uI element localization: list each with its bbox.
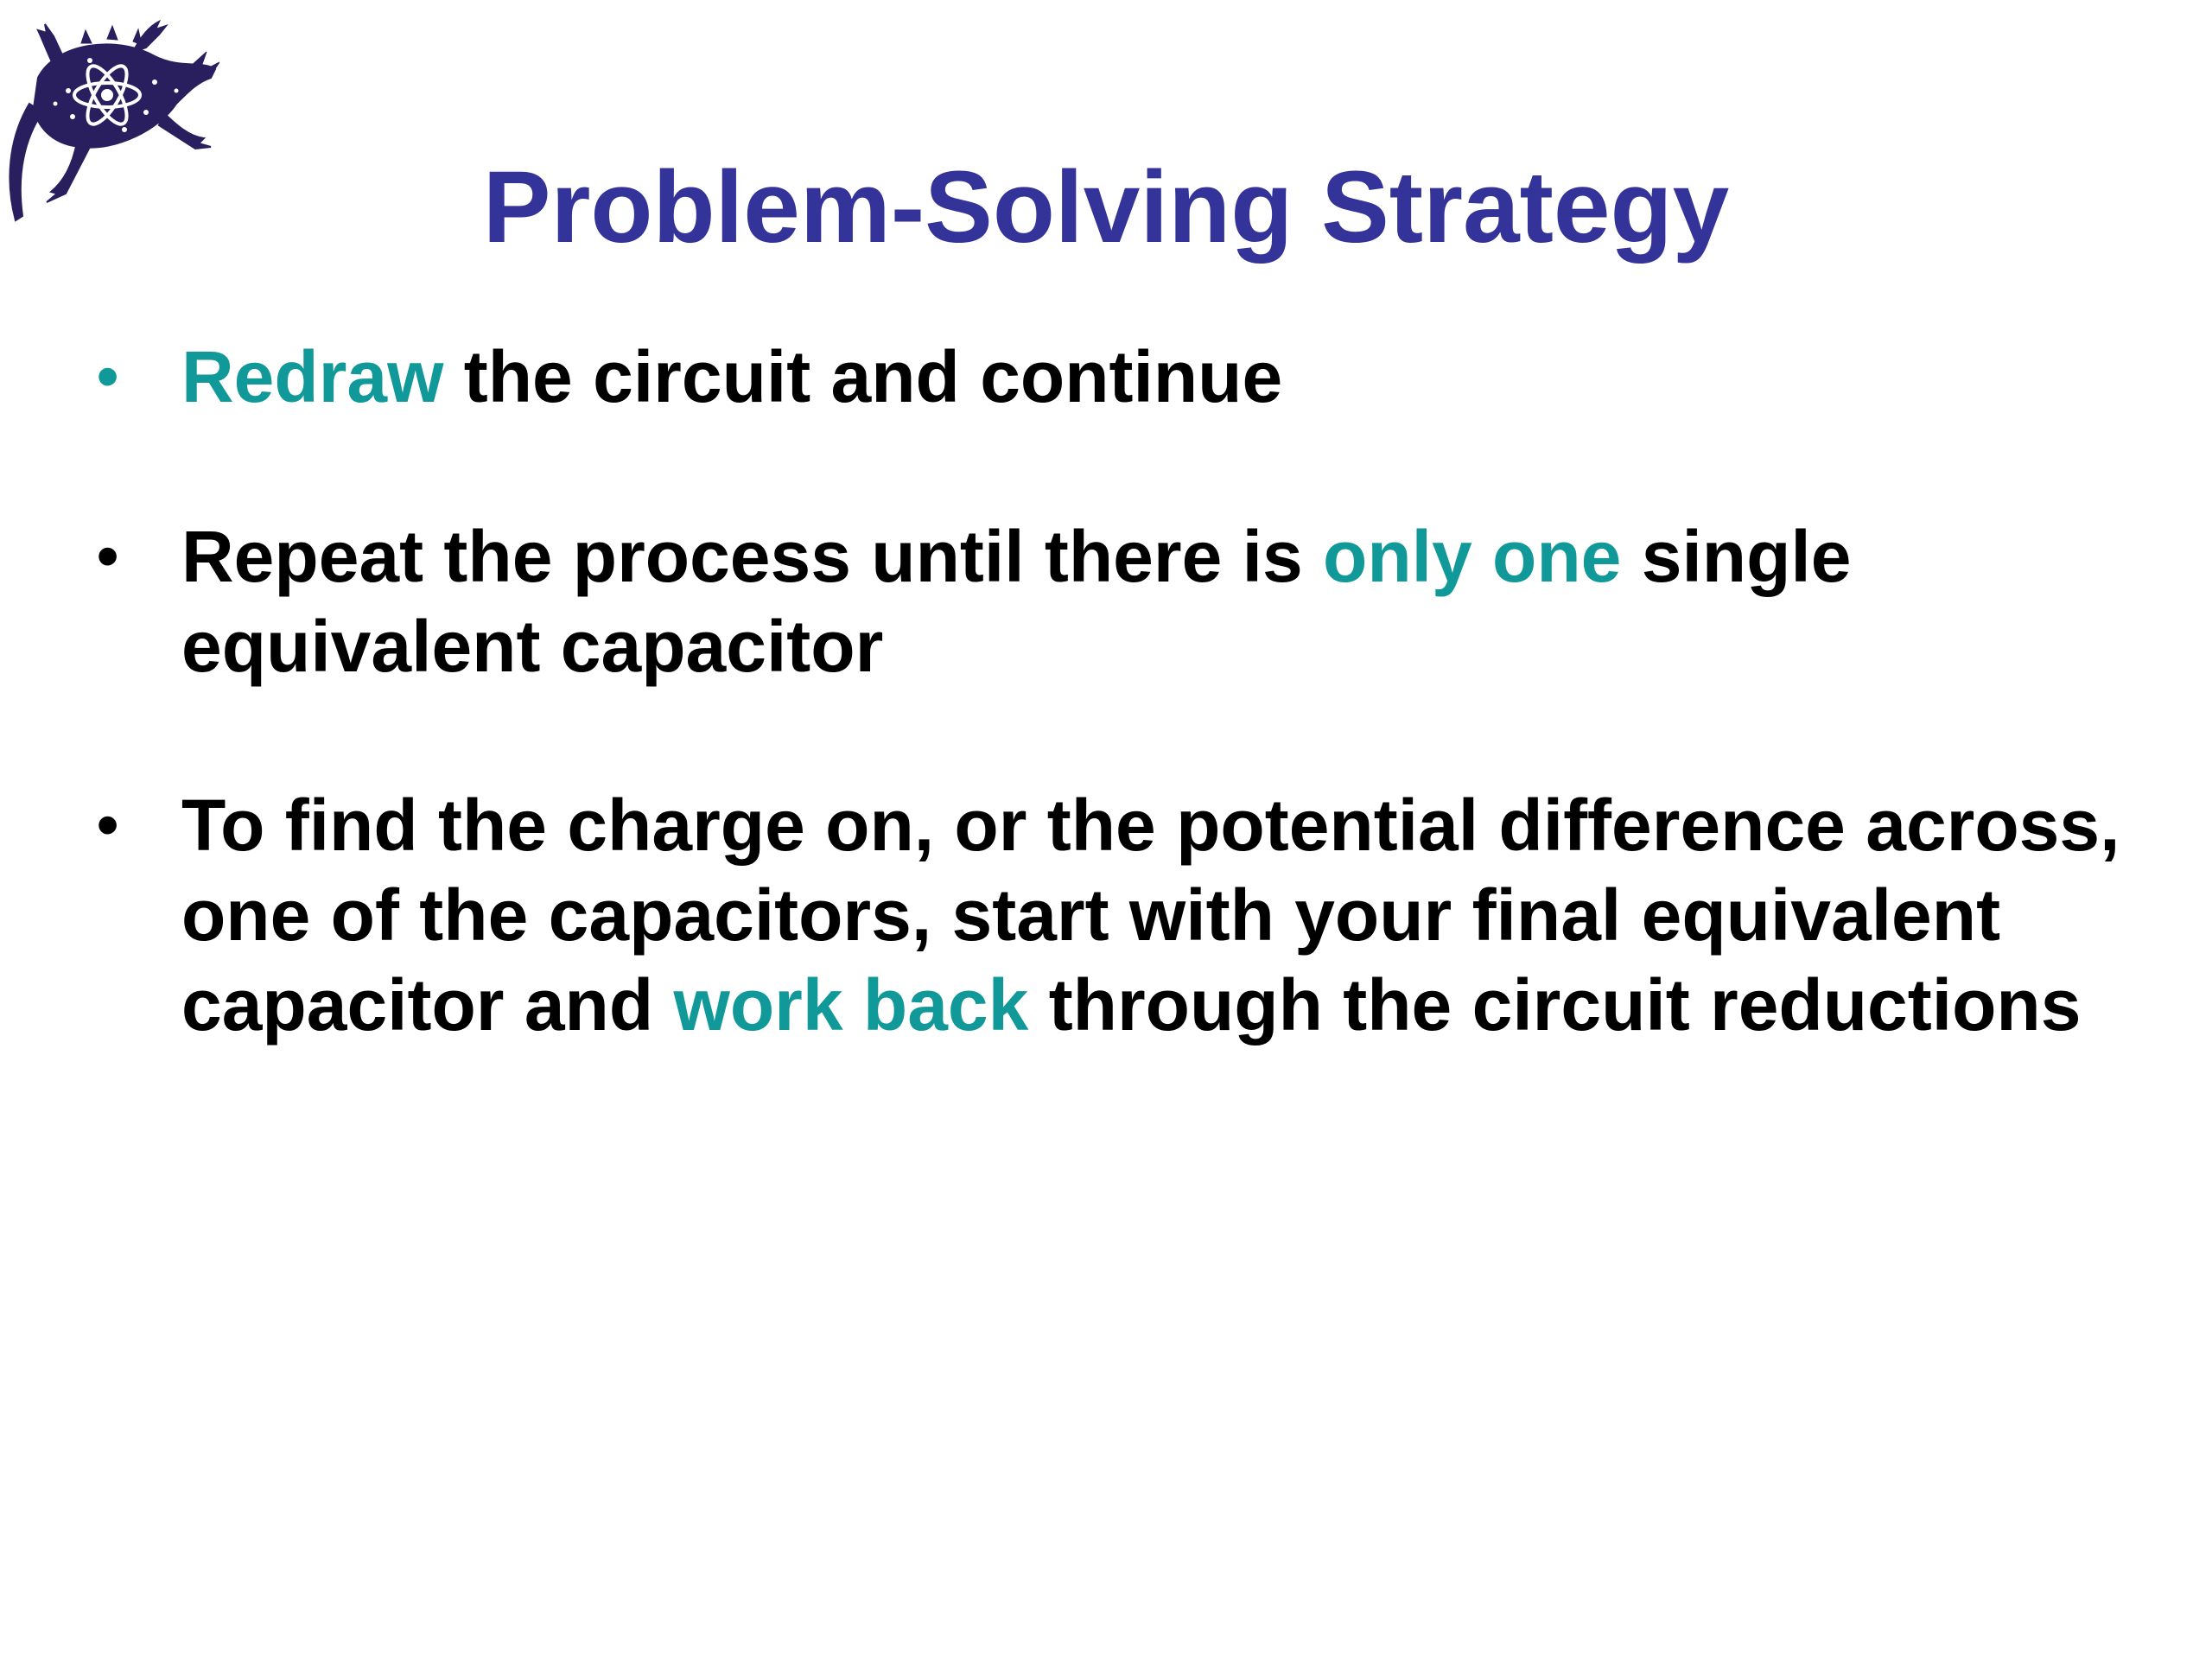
- body-text: single equivalent capacitor: [181, 516, 1852, 687]
- body-text: through the circuit reductions: [1028, 964, 2082, 1046]
- body-text: the circuit and continue: [443, 336, 1283, 417]
- highlight-text: work back: [673, 964, 1029, 1046]
- bullet-marker: •: [97, 522, 119, 591]
- bullet-marker: •: [97, 791, 119, 860]
- body-text: To find the charge on, or the potential difference across, one of the capacitors, start with your final equivalent capacitor and: [181, 785, 2120, 1046]
- bullet-item: [97, 332, 2169, 422]
- highlight-text: only one: [1323, 516, 1622, 597]
- slide-title: Problem-Solving Strategy: [482, 150, 1730, 264]
- highlight-text: Redraw: [181, 336, 444, 417]
- body-text: Repeat the process until there is: [181, 516, 1324, 597]
- bullet-item: [97, 512, 2169, 691]
- bullet-item: [97, 780, 2169, 1050]
- bullet-marker: •: [97, 342, 119, 411]
